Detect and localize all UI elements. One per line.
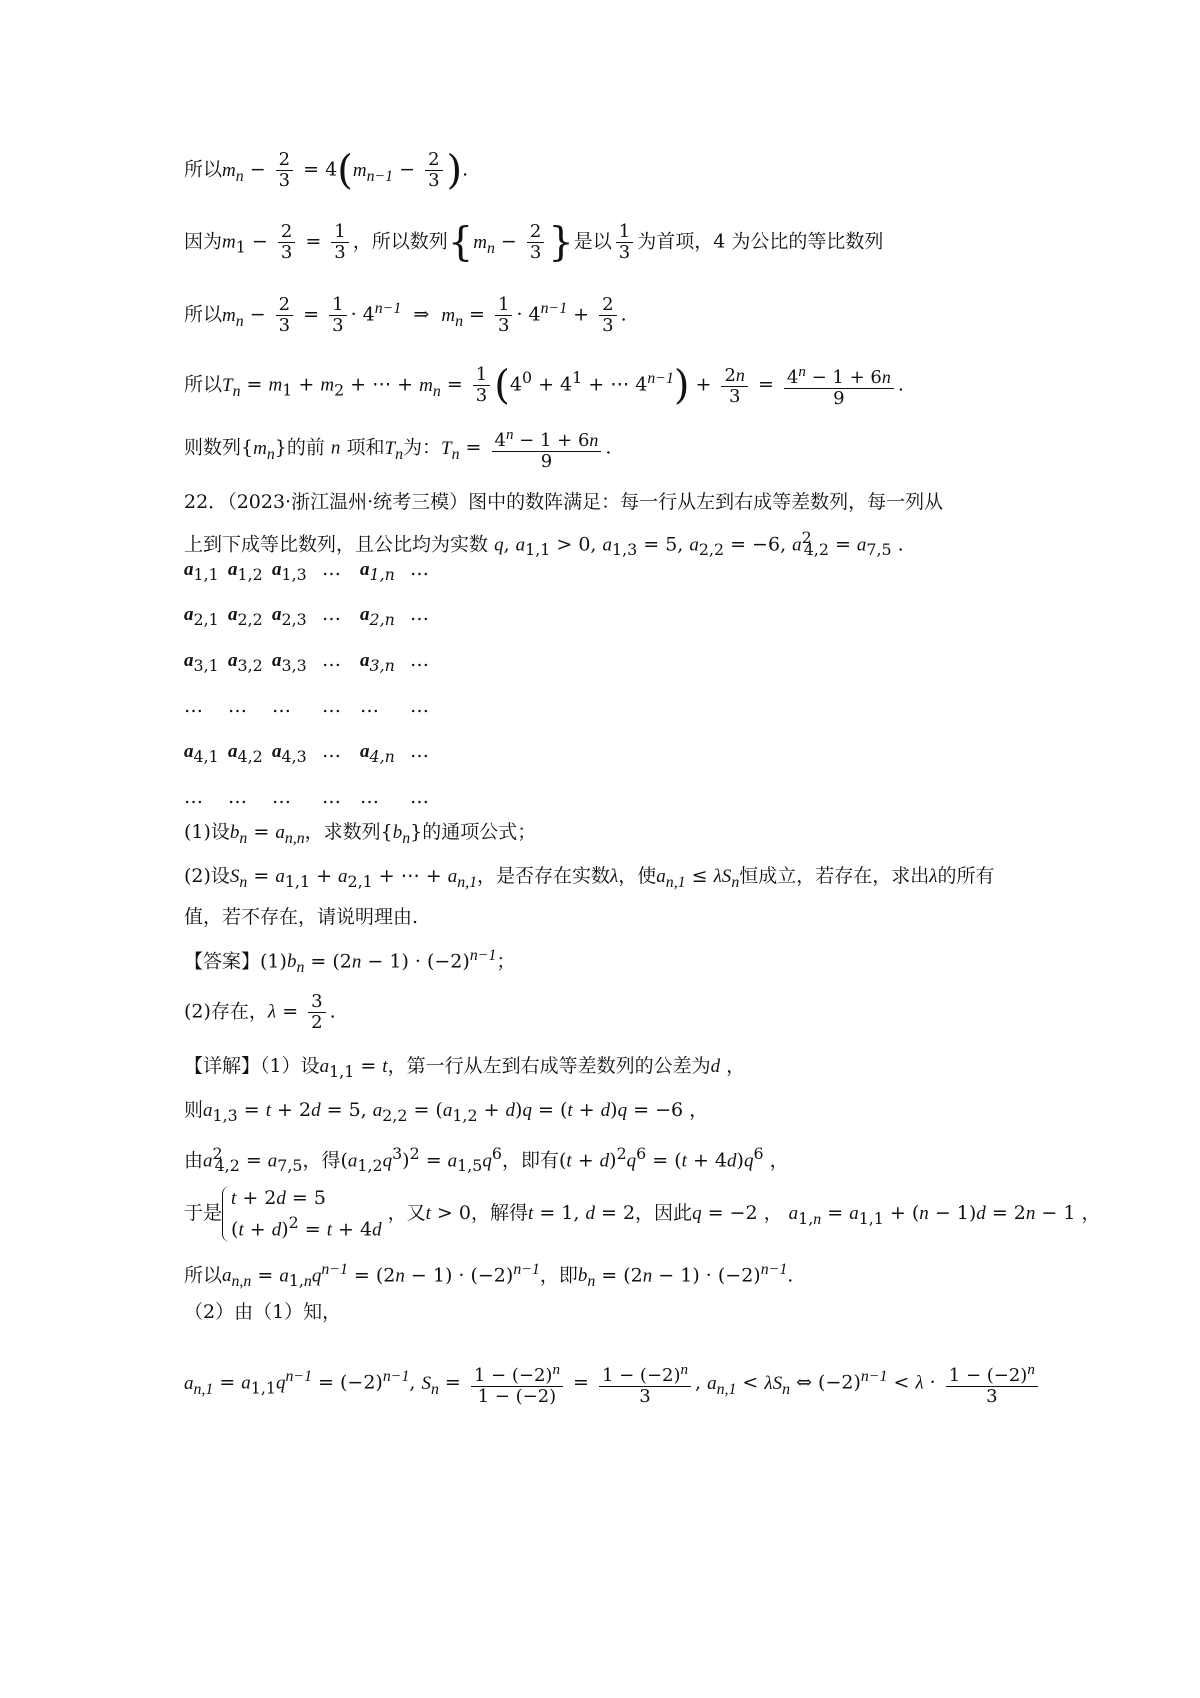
problem-number: 22． — [184, 491, 228, 513]
matrix-cell: $a_{2,n}$ — [360, 604, 395, 629]
matrix-cell: … — [228, 786, 247, 808]
text-prefix: 所以 — [184, 158, 223, 181]
text-mid: 的前 — [286, 436, 325, 459]
matrix-cell: … — [228, 695, 247, 717]
detail-text: （1）设 — [260, 1055, 320, 1077]
matrix-cell: … — [322, 695, 341, 717]
detail-text-3: ，即有 — [501, 1149, 559, 1172]
answer-label: 【答案】 — [184, 950, 261, 973]
detail-text-2: ，即 — [539, 1264, 578, 1287]
matrix-cell: $a_{1,2}$ — [228, 559, 263, 584]
question-2: (2)设$S_n = a_{1,1} + a_{2,1}$ + ⋯ + $a_{n,1}$，是否存在实数λ，使$a_{n,1} \le \lambda S_n$恒成立，若存在，求出λ的所有 — [184, 865, 995, 891]
matrix-cell: … — [410, 558, 429, 580]
matrix-cell: … — [272, 695, 291, 717]
matrix-row — [184, 740, 484, 768]
equation-line-1: 所以$m_n$ − $\frac{2}{3}$ = $4(m_{n-1}$ − $\frac{2}{3}$ ). — [184, 147, 469, 194]
question-2-line-2 — [184, 903, 1070, 931]
equation-system: t + 2d = 5 $(t + d)^2 = t + 4d$ — [222, 1186, 382, 1242]
equation-line-5: 则数列$\{m_n\}$的前 n 项和$T_n$为：$T_n$ = $\frac{4^n - 1 + 6n}{9}$ . — [184, 427, 612, 472]
question-1: (1)设$b_n = a_{n,n}$，求数列$\{b_n\}$的通项公式； — [184, 821, 537, 847]
detail-line-6 — [184, 1298, 1070, 1326]
matrix-row — [184, 786, 484, 814]
question-text-2: ，使 — [618, 865, 657, 887]
detail-line-1: 【详解】（1）设$a_{1,1} = t$，第一行从左到右成等差数列的公差为d ， — [184, 1055, 746, 1081]
text-tail-b: 为首项，4 为公比的等比数列 — [637, 230, 884, 253]
var-n: n — [330, 437, 341, 459]
detail-line-7: $a_{n,1} = a_{1,1}q^{n-1} = (-2)^{n-1}$, $S_n$ = $\frac{1 - (-2)^n}{1 - (-2)}$ = $\frac{1 - (-2)^n}{3}$ , $a_{n,1} < \lambda S_n$ ⇔ $(-2)^{n-1} < \lambda$ · $\frac{1 - (-2)^n}{3}$ — [184, 1360, 1070, 1407]
text-mid: ，所以数列 — [352, 230, 448, 253]
matrix-cell: … — [360, 695, 379, 717]
matrix-cell: … — [410, 603, 429, 625]
text-prefix: 所以 — [184, 373, 223, 396]
detail-text: 于是 — [184, 1202, 223, 1225]
equation-line-2: 因为$m_1$ − $\frac{2}{3}$ = $\frac{1}{3}$ ，所以数列{$m_n$ − $\frac{2}{3}$ }是以 $\frac{1}{3}$ 为首项，4 为公比的等比数列 — [184, 219, 884, 266]
detail-text-2: ，第一行从左到右成等差数列的公差为 — [387, 1055, 711, 1077]
detail-line-5: 所以$a_{n,n} = a_{1,n}q^{n-1} = (2n - 1) \cdot (-2)^{n-1}$，即$b_n = (2n - 1) \cdot (-2)^{n-1}$. — [184, 1261, 794, 1291]
question-text: ，求数列 — [304, 821, 381, 843]
matrix-row — [184, 603, 484, 631]
question-text-3: 恒成立，若存在，求出 — [739, 865, 930, 887]
question-tail: 的通项公式； — [422, 821, 537, 843]
matrix-cell: $a_{3,1}$ — [184, 650, 219, 675]
question-text: ，是否存在实数 — [477, 865, 611, 887]
detail-line-4: 于是 t + 2d = 5 $(t + d)^2 = t + 4d$ ，又t > 0，解得t = 1, d = 2，因此q = −2 ， $a_{1,n} = a_{1,1} + (n - 1)d = 2n - 1$ ， — [184, 1187, 1101, 1241]
matrix-cell: $a_{1,3}$ — [272, 559, 307, 584]
problem-22-header — [184, 488, 1070, 516]
matrix-cell: … — [410, 649, 429, 671]
detail-text-2: ，得 — [302, 1149, 341, 1172]
question-label: (1)设 — [184, 821, 230, 843]
problem-source: （2023·浙江温州·统考三模） — [227, 491, 469, 513]
matrix-cell: … — [322, 649, 341, 671]
detail-line-3: 由$a^2_{4,2} = a_{7,5}$，得$(a_{1,2}q^3)^2 = a_{1,5}q^6$，即有$(t + d)^2q^6 = (t + 4d)q^6$ ， — [184, 1144, 789, 1176]
matrix-cell: … — [322, 786, 341, 808]
equation-line-3: 所以$m_n$ − $\frac{2}{3}$ = $\frac{1}{3}$ · $4^{n-1}$ ⇒ $m_n$ = $\frac{1}{3}$ · $4^{n-1}$ + $\frac{2}{3}$ . — [184, 294, 627, 336]
matrix-cell: $a_{1,1}$ — [184, 559, 219, 584]
matrix-row — [184, 558, 484, 586]
matrix-row — [184, 649, 484, 677]
problem-statement-2: 上到下成等比数列，且公比均为实数 — [184, 533, 489, 556]
matrix-cell: $a_{4,n}$ — [360, 741, 395, 766]
detail-text-3: ，解得 — [470, 1202, 528, 1225]
answer-line-2: (2)存在，λ = $\frac{3}{2}$ . — [184, 991, 336, 1033]
matrix-cell: … — [322, 740, 341, 762]
text-prefix: 则数列 — [184, 436, 242, 459]
question-text-4: 的所有 — [937, 865, 995, 887]
matrix-row — [184, 695, 484, 723]
matrix-cell: … — [410, 695, 429, 717]
matrix-cell: $a_{3,n}$ — [360, 650, 395, 675]
answer-prefix: (1) — [260, 950, 287, 973]
text-tail: 项和 — [346, 436, 385, 459]
matrix-cell: $a_{3,3}$ — [272, 650, 307, 675]
text-tail: 是以 — [573, 230, 612, 253]
matrix-cell: … — [410, 786, 429, 808]
detail-text-2: ，又 — [387, 1202, 426, 1225]
equation-line-4: 所以$T_n = m_1 + m_2$ + ⋯ + $m_n$ = $\frac{1}{3}$ ($4^0 + 4^1$ + ⋯ $4^{n-1}$) + $\frac{2n}{3}$ = $\frac{4^n - 1 + 6n}{9}$ . — [184, 362, 904, 409]
matrix-cell: $a_{4,2}$ — [228, 741, 263, 766]
detail-line-2: 则$a_{1,3} = t + 2d = 5$, $a_{2,2} = (a_{1,2} + d)q = (t + d)q = -6$ ， — [184, 1099, 709, 1125]
text-prefix: 因为 — [184, 230, 223, 253]
question-text-5: 值，若不存在，请说明理由. — [184, 906, 419, 928]
matrix-cell: … — [184, 695, 203, 717]
matrix-cell: … — [322, 603, 341, 625]
matrix-cell: $a_{2,2}$ — [228, 604, 263, 629]
problem-statement: 图中的数阵满足：每一行从左到右成等差数列，每一列从 — [468, 491, 944, 513]
matrix-cell: $a_{2,1}$ — [184, 604, 219, 629]
answer-prefix-2: (2)存在， — [184, 1000, 268, 1023]
problem-22-line-2: 上到下成等比数列，且公比均为实数 q, $a_{1,1} > 0$, $a_{1,3} = 5$, $a_{2,2} = -6$, $a^2_{4,2} = a_{7,5}$ . — [184, 528, 904, 560]
detail-text: （2）由（1）知， — [184, 1301, 342, 1323]
matrix-cell: $a_{3,2}$ — [228, 650, 263, 675]
question-label: (2)设 — [184, 865, 230, 887]
matrix-cell: … — [360, 786, 379, 808]
matrix-cell: $a_{1,n}$ — [360, 559, 395, 584]
matrix-cell: … — [322, 558, 341, 580]
answer-line-1: 【答案】$(1)b_n = (2n - 1) \cdot (-2)^{n-1}$； — [184, 947, 516, 977]
detail-text: 所以 — [184, 1264, 223, 1287]
matrix-cell: $a_{4,3}$ — [272, 741, 307, 766]
detail-text: 则 — [184, 1099, 204, 1121]
matrix-cell: … — [410, 740, 429, 762]
matrix-cell: $a_{4,1}$ — [184, 741, 219, 766]
matrix-cell: $a_{2,3}$ — [272, 604, 307, 629]
text-prefix: 所以 — [184, 303, 223, 326]
text-tail-b: 为： — [402, 436, 441, 459]
detail-text-4: ，因此 — [635, 1202, 693, 1225]
matrix-cell: … — [184, 786, 203, 808]
matrix-cell: … — [272, 786, 291, 808]
detail-text: 由 — [184, 1149, 204, 1172]
detail-label: 【详解】 — [184, 1055, 261, 1077]
